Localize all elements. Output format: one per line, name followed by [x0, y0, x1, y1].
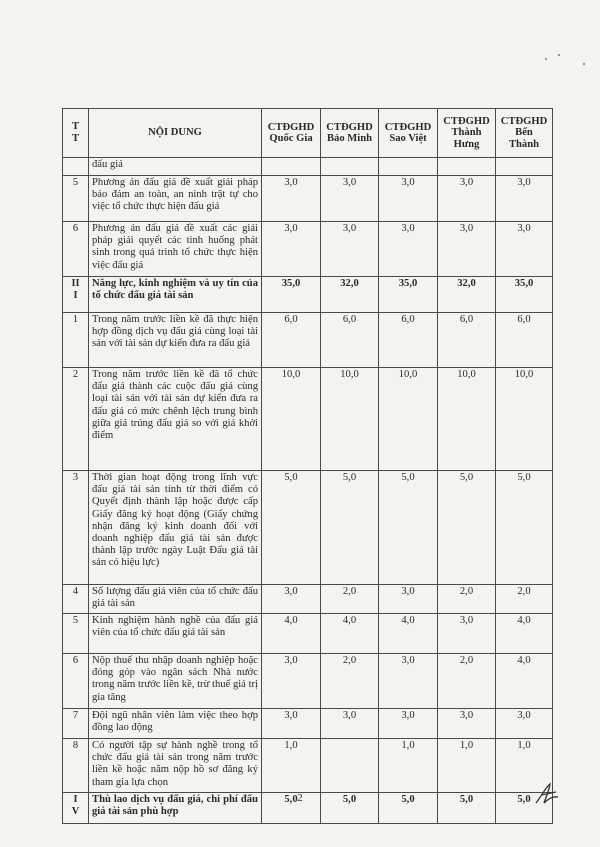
- header-org-ben-thanh: CTĐGHD Bến Thành: [496, 109, 553, 158]
- score-cell: 3,0: [321, 709, 379, 739]
- score-cell: 3,0: [438, 709, 496, 739]
- row-content: Thù lao dịch vụ đấu giá, chi phí đấu giá tài sản phù hợp: [89, 793, 262, 824]
- score-cell: 5,0: [496, 471, 553, 585]
- table-row: [63, 614, 553, 654]
- score-cell: 10,0: [438, 368, 496, 471]
- row-content: Phương án đấu giá đề xuất giải pháp bảo đảm an toàn, an ninh trật tự cho việc tổ chức thực hiện đấu giá: [89, 176, 262, 222]
- score-cell: 4,0: [496, 654, 553, 709]
- score-cell: 1,0: [438, 739, 496, 793]
- score-cell: 2,0: [496, 585, 553, 614]
- score-cell: 3,0: [262, 222, 321, 277]
- score-cell: 1,0: [262, 739, 321, 793]
- score-cell: 5,0: [438, 471, 496, 585]
- row-index: 2: [63, 368, 89, 471]
- score-cell: 3,0: [438, 614, 496, 654]
- header-org-bao-minh: CTĐGHD Bảo Minh: [321, 109, 379, 158]
- row-index: I V: [63, 793, 89, 824]
- scan-speck: [583, 63, 585, 65]
- page-number: 2: [297, 792, 303, 804]
- score-cell: 3,0: [262, 176, 321, 222]
- score-cell: 3,0: [321, 222, 379, 277]
- score-cell: 10,0: [496, 368, 553, 471]
- score-cell: 6,0: [438, 313, 496, 368]
- row-index: 5: [63, 614, 89, 654]
- header-content: NỘI DUNG: [89, 109, 262, 158]
- row-index: 6: [63, 222, 89, 277]
- table-row: [63, 368, 553, 471]
- table-row: [63, 176, 553, 222]
- score-cell: 32,0: [438, 277, 496, 313]
- row-content: đấu giá: [89, 158, 262, 176]
- table-row: [63, 585, 553, 614]
- row-index: [63, 158, 89, 176]
- table-row: [63, 471, 553, 585]
- score-cell: 35,0: [379, 277, 438, 313]
- score-cell: 4,0: [379, 614, 438, 654]
- score-cell: 10,0: [262, 368, 321, 471]
- header-org-thanh-hung: CTĐGHD Thành Hưng: [438, 109, 496, 158]
- row-content: Trong năm trước liền kề đã tổ chức đấu giá thành các cuộc đấu giá cùng loại tài sản với tài sản dự kiến đưa ra đấu giá có mức chênh lệch trung bình giữa giá trúng đấu giá so với giá khởi điểm: [89, 368, 262, 471]
- row-content: Số lượng đấu giá viên của tổ chức đấu giá tài sản: [89, 585, 262, 614]
- evaluation-table: [62, 108, 553, 824]
- score-cell: [321, 158, 379, 176]
- score-cell: 4,0: [262, 614, 321, 654]
- row-content: Có người tập sự hành nghề trong tổ chức đấu giá tài sản trong năm trước liền kề hoặc năm nộp hồ sơ đăng ký tham gia lựa chọn: [89, 739, 262, 793]
- score-cell: [496, 158, 553, 176]
- score-cell: 5,0: [321, 471, 379, 585]
- score-cell: 5,0: [262, 471, 321, 585]
- row-index: II I: [63, 277, 89, 313]
- score-cell: 5,0: [262, 793, 321, 824]
- header-org-quoc-gia: CTĐGHD Quốc Gia: [262, 109, 321, 158]
- score-cell: 2,0: [438, 654, 496, 709]
- score-cell: 3,0: [262, 585, 321, 614]
- table-row: [63, 709, 553, 739]
- row-content: Phương án đấu giá đề xuất các giải pháp giải quyết các tình huống phát sinh trong quá trình tổ chức thực hiện việc đấu giá: [89, 222, 262, 277]
- score-cell: 3,0: [438, 222, 496, 277]
- table-header-row: [63, 109, 553, 158]
- score-cell: 1,0: [496, 739, 553, 793]
- row-content: Năng lực, kinh nghiệm và uy tín của tổ chức đấu giá tài sản: [89, 277, 262, 313]
- table-row: [63, 739, 553, 793]
- score-cell: 6,0: [496, 313, 553, 368]
- score-cell: 6,0: [262, 313, 321, 368]
- score-cell: [379, 158, 438, 176]
- score-cell: [438, 158, 496, 176]
- scan-speck: [545, 58, 547, 60]
- score-cell: 2,0: [438, 585, 496, 614]
- table-row: [63, 277, 553, 313]
- score-cell: 5,0: [438, 793, 496, 824]
- score-cell: 3,0: [379, 654, 438, 709]
- scan-speck: [558, 54, 560, 56]
- table-row: [63, 222, 553, 277]
- score-cell: 5,0: [496, 793, 553, 824]
- row-index: 8: [63, 739, 89, 793]
- score-cell: 3,0: [262, 654, 321, 709]
- row-index: 5: [63, 176, 89, 222]
- score-cell: 10,0: [321, 368, 379, 471]
- score-cell: 3,0: [496, 222, 553, 277]
- score-cell: 3,0: [321, 176, 379, 222]
- score-cell: 3,0: [438, 176, 496, 222]
- score-cell: 3,0: [496, 709, 553, 739]
- row-index: 7: [63, 709, 89, 739]
- row-content: Thời gian hoạt động trong lĩnh vực đấu giá tài sản tính từ thời điểm có Quyết định thành lập hoặc được cấp Giấy đăng ký hoạt động (Giấy chứng nhận đăng ký kinh doanh đối với doanh nghiệp đấu giá tài sản được thành lập trước ngày Luật Đấu giá tài sản có hiệu lực): [89, 471, 262, 585]
- score-cell: 4,0: [496, 614, 553, 654]
- header-tt: T T: [63, 109, 89, 158]
- score-cell: 3,0: [379, 709, 438, 739]
- row-content: Trong năm trước liền kề đã thực hiện hợp đồng dịch vụ đấu giá cùng loại tài sản với tài sản dự kiến đưa ra đấu giá: [89, 313, 262, 368]
- row-content: Đội ngũ nhân viên làm việc theo hợp đồng lao động: [89, 709, 262, 739]
- header-org-sao-viet: CTĐGHD Sao Việt: [379, 109, 438, 158]
- score-cell: 2,0: [321, 585, 379, 614]
- score-cell: 35,0: [496, 277, 553, 313]
- row-content: Kinh nghiệm hành nghề của đấu giá viên của tổ chức đấu giá tài sản: [89, 614, 262, 654]
- score-cell: 5,0: [379, 471, 438, 585]
- row-index: 1: [63, 313, 89, 368]
- row-index: 3: [63, 471, 89, 585]
- score-cell: 3,0: [496, 176, 553, 222]
- score-cell: 32,0: [321, 277, 379, 313]
- score-cell: 5,0: [321, 793, 379, 824]
- table-row: [63, 654, 553, 709]
- initials-signature: [532, 781, 562, 807]
- table-row: [63, 313, 553, 368]
- score-cell: 6,0: [321, 313, 379, 368]
- score-cell: 3,0: [262, 709, 321, 739]
- score-cell: 3,0: [379, 222, 438, 277]
- score-cell: 5,0: [379, 793, 438, 824]
- score-cell: 35,0: [262, 277, 321, 313]
- score-cell: [262, 158, 321, 176]
- score-cell: 1,0: [379, 739, 438, 793]
- row-index: 4: [63, 585, 89, 614]
- score-cell: 3,0: [379, 176, 438, 222]
- row-index: 6: [63, 654, 89, 709]
- table-body: [63, 158, 553, 824]
- score-cell: [321, 739, 379, 793]
- table-row: [63, 158, 553, 176]
- score-cell: 10,0: [379, 368, 438, 471]
- score-cell: 6,0: [379, 313, 438, 368]
- score-cell: 4,0: [321, 614, 379, 654]
- score-cell: 2,0: [321, 654, 379, 709]
- row-content: Nộp thuế thu nhập doanh nghiệp hoặc đóng góp vào ngân sách Nhà nước trong năm trước liền kề, trừ thuế giá trị gia tăng: [89, 654, 262, 709]
- score-cell: 3,0: [379, 585, 438, 614]
